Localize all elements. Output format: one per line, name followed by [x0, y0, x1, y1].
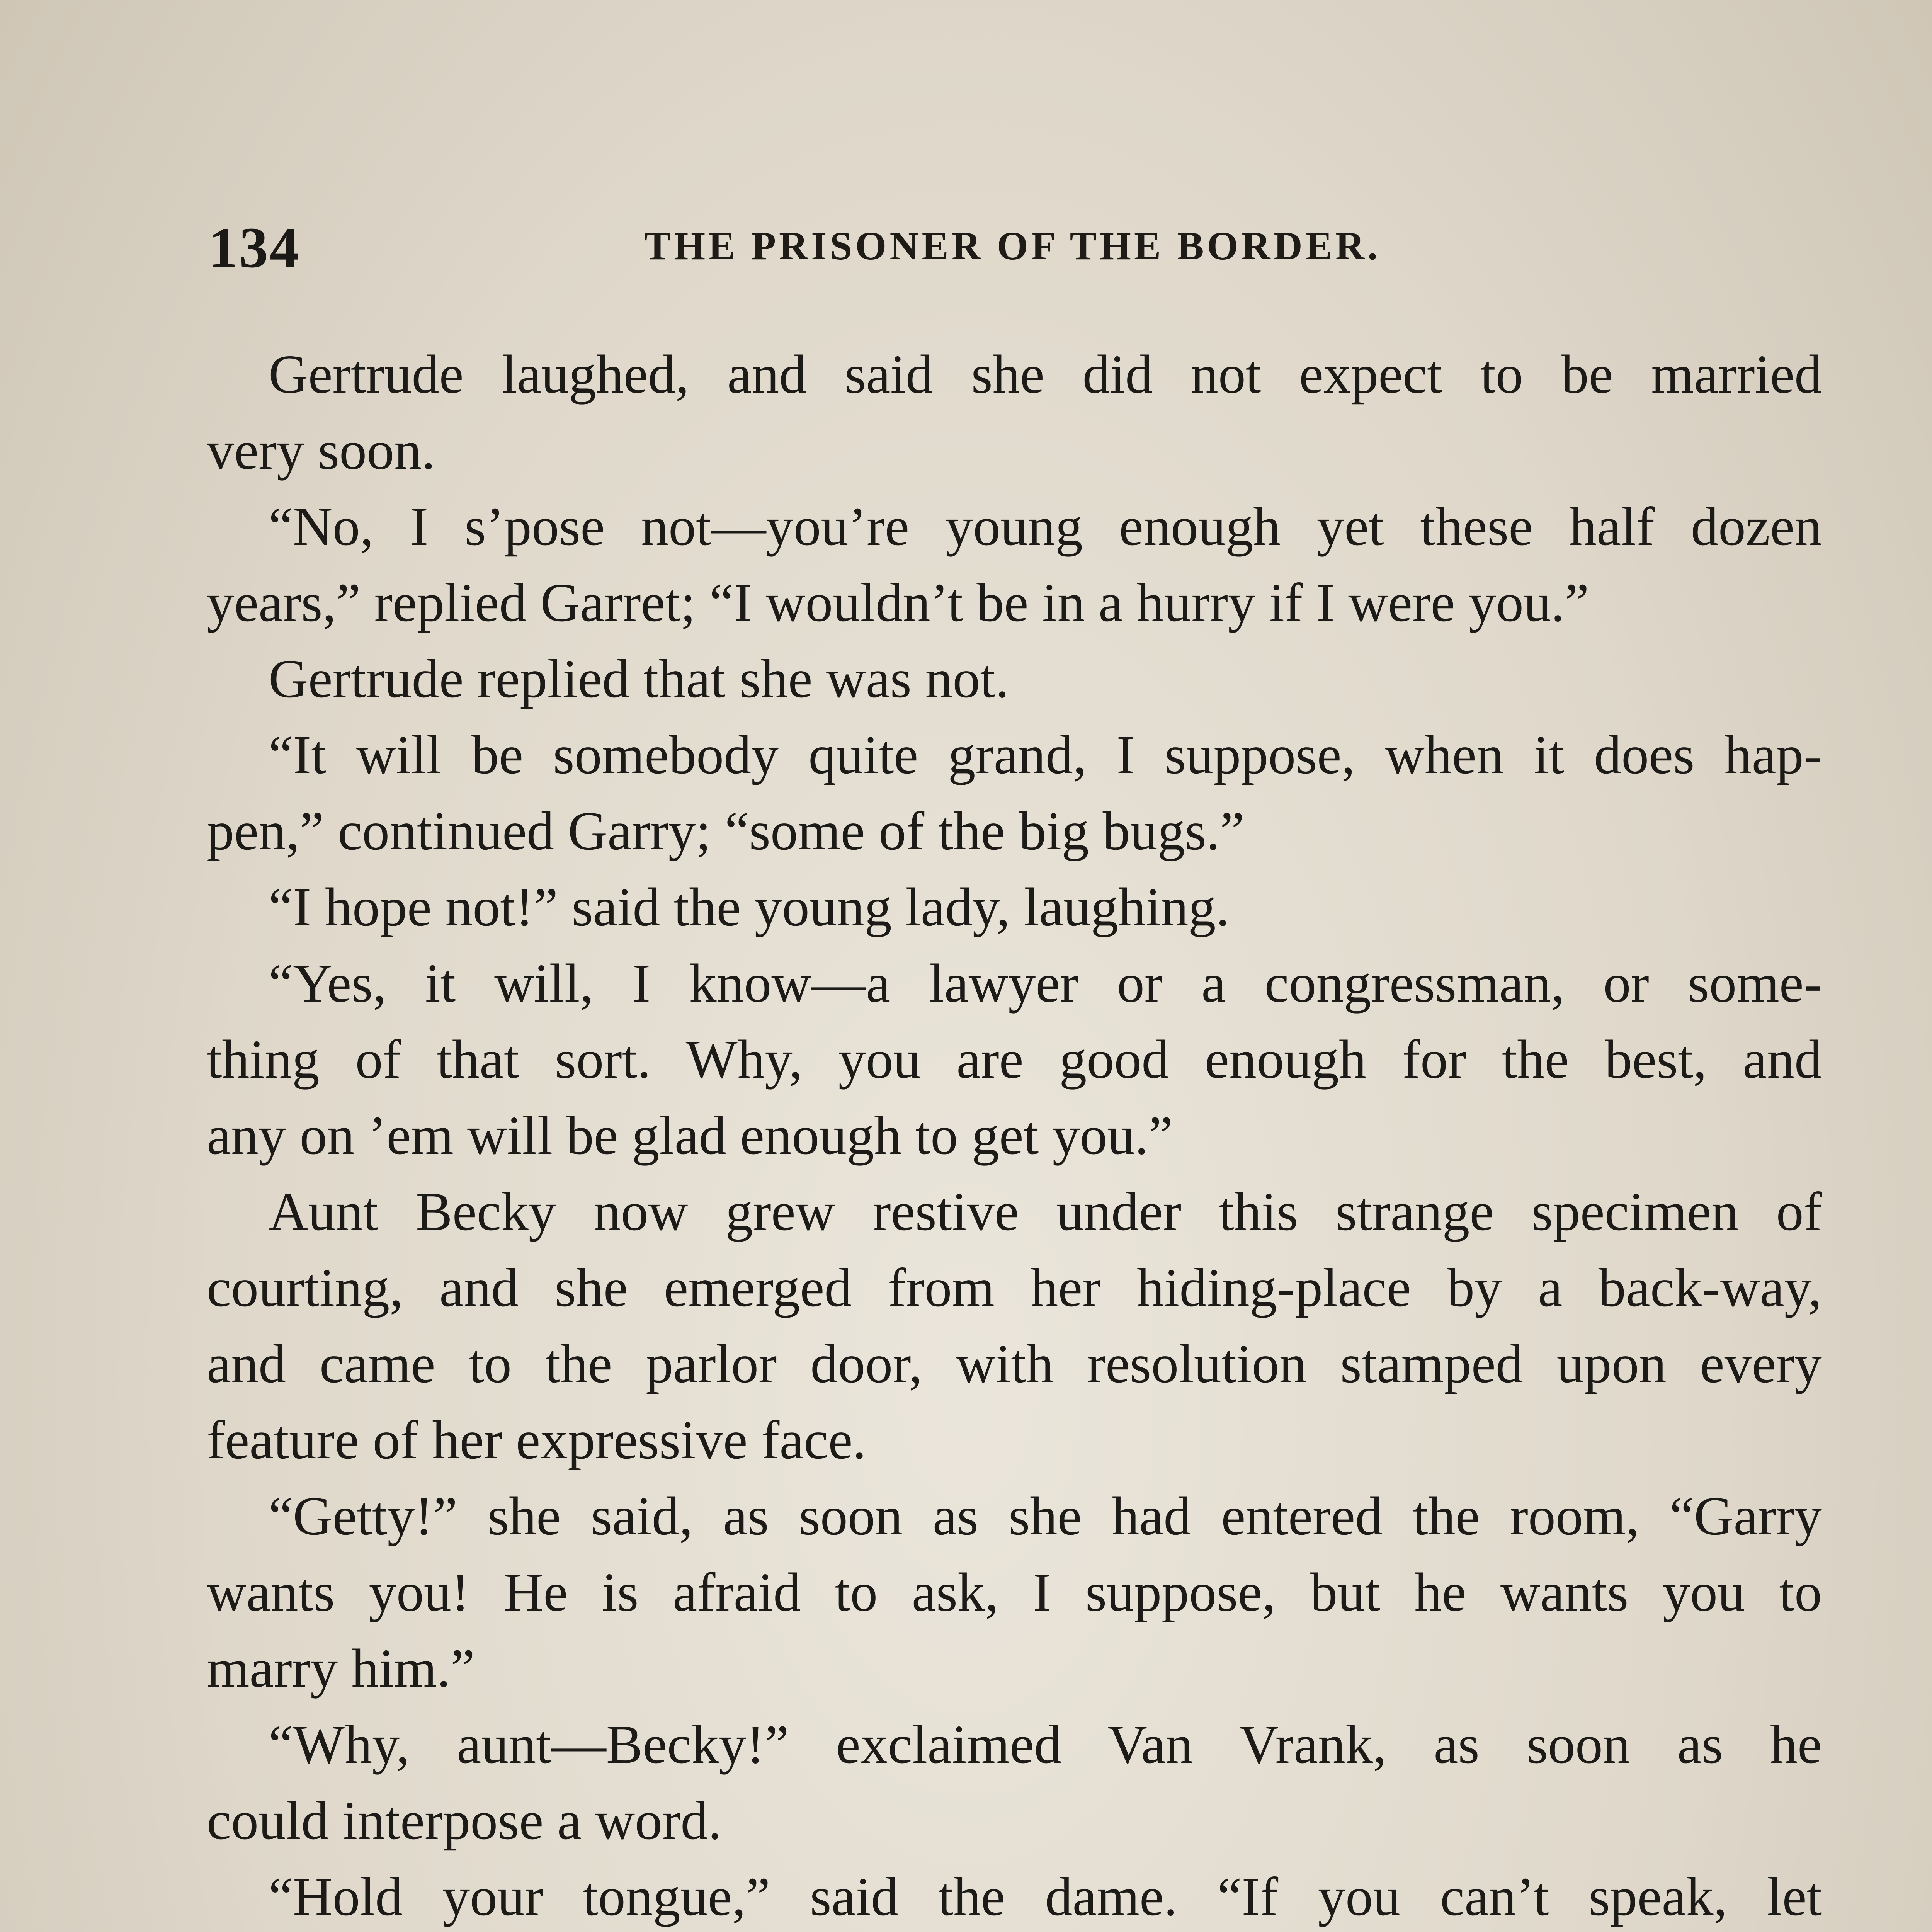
body-text: [207, 336, 1822, 1932]
text-line: Aunt Becky now grew restive under this strange specimen of: [269, 1181, 1822, 1242]
page-number: 134: [209, 216, 300, 280]
text-line: feature of her expressive face.: [207, 1409, 866, 1470]
text-line: could interpose a word.: [207, 1790, 722, 1851]
text-line: “Yes, it will, I know—a lawyer or a congressman, or some-: [269, 952, 1822, 1014]
text-line: marry him.”: [207, 1638, 475, 1699]
text-line: and came to the parlor door, with resolution stamped upon every: [207, 1333, 1822, 1394]
text-line: very soon.: [207, 420, 435, 481]
text-line: “I hope not!” said the young lady, laughing.: [269, 876, 1230, 937]
text-line: “Why, aunt—Becky!” exclaimed Van Vrank, as soon as he: [269, 1714, 1822, 1775]
text-line: any on ’em will be glad enough to get you.”: [207, 1105, 1173, 1166]
text-line: wants you! He is afraid to ask, I suppose, but he wants you to: [207, 1561, 1822, 1622]
text-line: Gertrude laughed, and said she did not expect to be married: [269, 344, 1822, 405]
running-title: THE PRISONER OF THE BORDER.: [644, 224, 1381, 268]
text-line: “It will be somebody quite grand, I suppose, when it does hap-: [269, 724, 1822, 785]
text-line: thing of that sort. Why, you are good enough for the best, and: [207, 1029, 1822, 1090]
text-line: “Getty!” she said, as soon as she had entered the room, “Garry: [269, 1485, 1822, 1546]
text-line: “No, I s’pose not—you’re young enough yet these half dozen: [269, 496, 1822, 557]
text-line: courting, and she emerged from her hiding-place by a back-way,: [207, 1257, 1822, 1318]
text-line: Gertrude replied that she was not.: [269, 648, 1009, 709]
text-line: “Hold your tongue,” said the dame. “If you can’t speak, let: [269, 1866, 1822, 1927]
page-header: [209, 214, 1816, 284]
text-line: years,” replied Garret; “I wouldn’t be in a hurry if I were you.”: [207, 572, 1589, 633]
text-line: pen,” continued Garry; “some of the big bugs.”: [207, 800, 1245, 861]
